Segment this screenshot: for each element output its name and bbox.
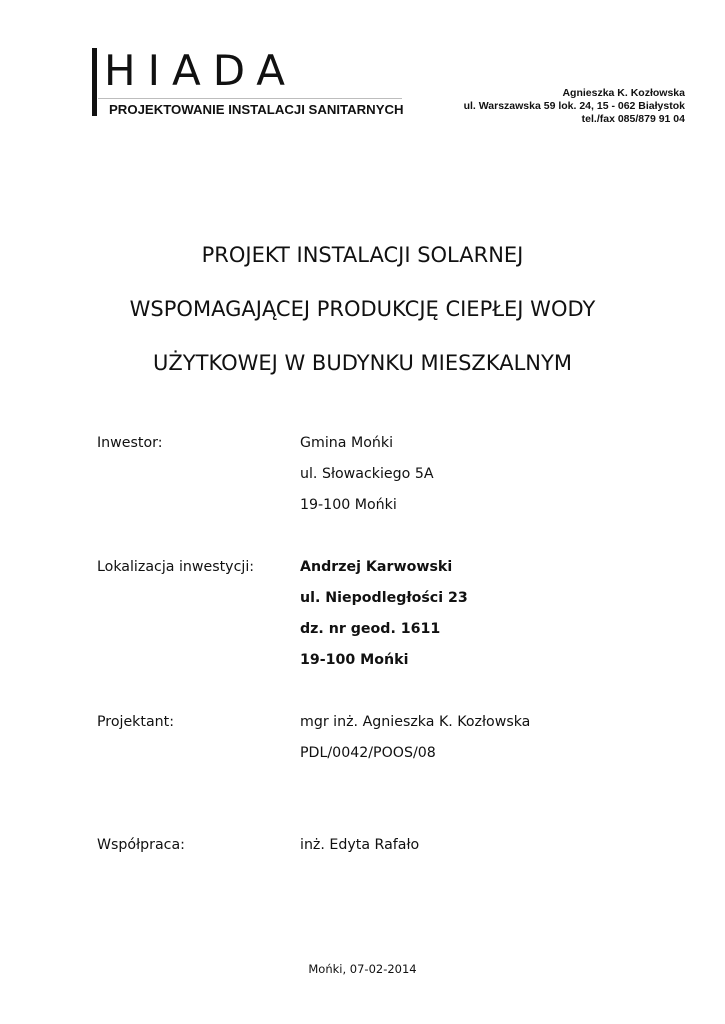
cooperation-label: Współpraca: xyxy=(97,837,185,853)
contact-block xyxy=(464,87,685,126)
title-line-2: WSPOMAGAJĄCEJ PRODUKCJĘ CIEPŁEJ WODY xyxy=(129,297,596,321)
designer-name: mgr inż. Agnieszka K. Kozłowska xyxy=(300,714,531,730)
logo-subtitle: PROJEKTOWANIE INSTALACJI SANITARNYCH xyxy=(109,102,404,117)
project-info xyxy=(97,428,657,861)
contact-address: ul. Warszawska 59 lok. 24, 15 - 062 Białystok xyxy=(463,100,685,112)
title-line-3: UŻYTKOWEJ W BUDYNKU MIESZKALNYM xyxy=(153,351,572,375)
designer-row xyxy=(97,707,657,769)
investor-street: ul. Słowackiego 5A xyxy=(300,466,434,482)
logo-wordmark: HIADA xyxy=(104,46,298,95)
document-title xyxy=(0,228,725,390)
designer-label: Projektant: xyxy=(97,714,174,730)
cooperation-row xyxy=(97,830,657,861)
location-row xyxy=(97,552,657,676)
company-logo xyxy=(92,46,412,122)
location-label: Lokalizacja inwestycji: xyxy=(97,559,255,575)
cooperation-values xyxy=(300,830,419,861)
location-street: ul. Niepodległości 23 xyxy=(300,590,468,606)
designer-values xyxy=(300,707,530,769)
investor-row xyxy=(97,428,657,521)
logo-divider xyxy=(98,98,402,99)
cooperation-name: inż. Edyta Rafało xyxy=(300,837,420,853)
investor-label: Inwestor: xyxy=(97,435,163,451)
investor-city: 19-100 Mońki xyxy=(300,497,397,513)
title-line-1: PROJEKT INSTALACJI SOLARNEJ xyxy=(201,243,524,267)
location-values xyxy=(300,552,468,676)
investor-values xyxy=(300,428,434,521)
location-city: 19-100 Mońki xyxy=(300,652,409,668)
location-parcel: dz. nr geod. 1611 xyxy=(300,621,441,637)
investor-name: Gmina Mońki xyxy=(300,435,394,451)
logo-vertical-bar xyxy=(92,48,97,116)
contact-phone: tel./fax 085/879 91 04 xyxy=(581,113,685,125)
location-owner: Andrzej Karwowski xyxy=(300,559,453,575)
contact-name: Agnieszka K. Kozłowska xyxy=(562,87,685,99)
place-date: Mońki, 07-02-2014 xyxy=(308,962,417,976)
designer-license: PDL/0042/POOS/08 xyxy=(300,745,436,761)
